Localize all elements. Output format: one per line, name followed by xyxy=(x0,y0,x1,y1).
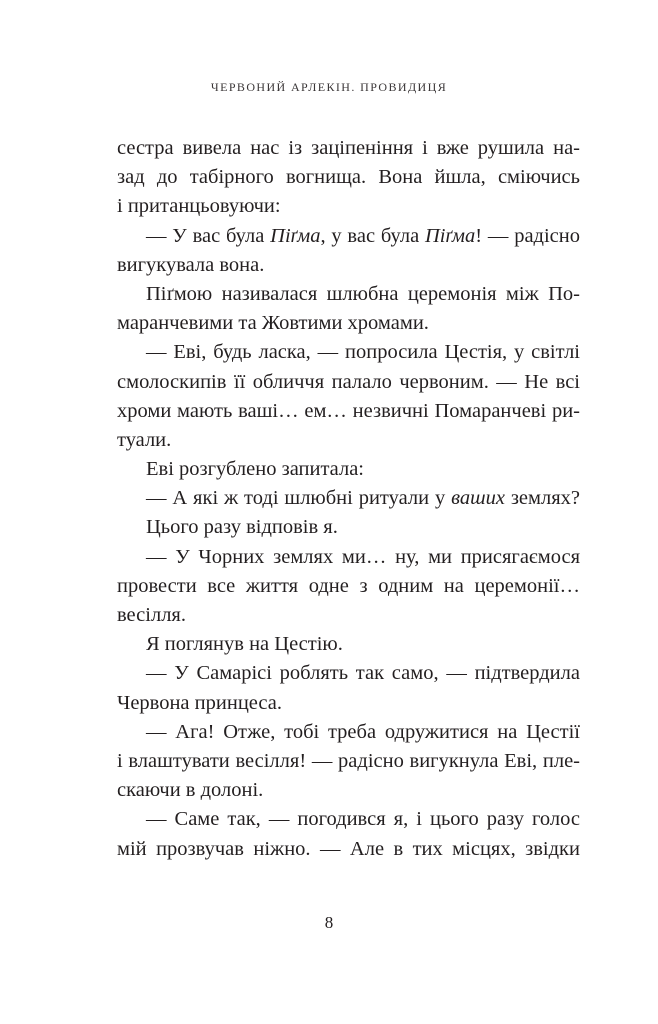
text-line xyxy=(117,251,580,280)
text-line xyxy=(117,338,580,367)
text-line xyxy=(117,134,580,163)
text-run: землях? xyxy=(504,487,580,510)
text-line xyxy=(117,835,580,864)
text-run: смолоскипів її обличчя палало червоним. — Не всі xyxy=(117,370,580,393)
italic-text: Піґма xyxy=(270,224,321,247)
text-run: ! — радісно xyxy=(475,224,580,247)
text-line xyxy=(117,543,580,572)
text-run: — Еві, будь ласка, — попросила Цестія, у світлі xyxy=(146,341,580,364)
text-run: Еві розгублено запитала: xyxy=(146,458,364,481)
text-run: — У вас була xyxy=(146,224,271,247)
text-line xyxy=(117,426,580,455)
text-run: маранчевими та Жовтими хромами. xyxy=(117,312,429,335)
text-run: — Саме так, — погодився я, і цього разу голос xyxy=(146,808,580,831)
text-line xyxy=(117,222,580,251)
text-run: хроми мають ваші… ем… незвичні Помаранчеві ри- xyxy=(117,399,580,422)
text-run: — Ага! Отже, тобі треба одружитися на Цестії xyxy=(146,720,580,743)
text-line xyxy=(117,718,580,747)
text-run: і влаштувати весілля! — радісно вигукнула Еві, пле- xyxy=(117,749,580,772)
text-run: скаючи в долоні. xyxy=(117,779,264,802)
text-line xyxy=(117,747,580,776)
text-line xyxy=(117,630,580,659)
text-run: — У Самарісі роблять так само, — підтвердила xyxy=(146,662,580,685)
text-line xyxy=(117,659,580,688)
text-run: сестра вивела нас із заціпеніння і вже рушила на- xyxy=(117,137,580,159)
text-line xyxy=(117,776,580,805)
text-run: туали. xyxy=(117,428,172,451)
text-run: мій прозвучав ніжно. — Але в тих місцях, звідки xyxy=(117,837,580,860)
text-line xyxy=(117,280,580,309)
text-run: Цього разу відповів я. xyxy=(146,516,338,539)
text-line xyxy=(117,805,580,834)
text-line xyxy=(117,368,580,397)
text-run: весілля. xyxy=(117,604,186,626)
text-run: Піґмою називалася шлюбна церемонія між По- xyxy=(146,282,580,305)
text-run: Я поглянув на Цестію. xyxy=(146,633,343,656)
text-run: , у вас була xyxy=(320,224,425,247)
text-run: Червона принцеса. xyxy=(117,691,282,714)
text-line xyxy=(117,163,580,192)
text-line xyxy=(117,689,580,718)
text-line xyxy=(117,572,580,601)
text-line xyxy=(117,397,580,426)
text-run: — У Чорних землях ми… ну, ми присягаємося xyxy=(146,545,580,568)
text-run: вигукувала вона. xyxy=(117,253,265,276)
text-run: — А які ж тоді шлюбні ритуали у xyxy=(146,487,452,510)
running-head: ЧЕРВОНИЙ АРЛЕКІН. ПРОВИДИЦЯ xyxy=(210,80,448,94)
page-number: 8 xyxy=(324,913,334,932)
body-text xyxy=(117,134,580,864)
italic-text: ваших xyxy=(451,487,505,510)
text-line xyxy=(117,309,580,338)
text-line xyxy=(117,484,580,513)
text-run: провести все життя одне з одним на церемонії… xyxy=(117,574,580,597)
text-line xyxy=(117,513,580,542)
text-line xyxy=(117,601,580,630)
text-run: зад до табірного вогнища. Вона йшла, сміючись xyxy=(117,166,580,189)
italic-text: Піґма xyxy=(424,224,476,247)
text-run: і пританцьовуючи: xyxy=(117,195,281,218)
text-line xyxy=(117,192,580,221)
text-line xyxy=(117,455,580,484)
